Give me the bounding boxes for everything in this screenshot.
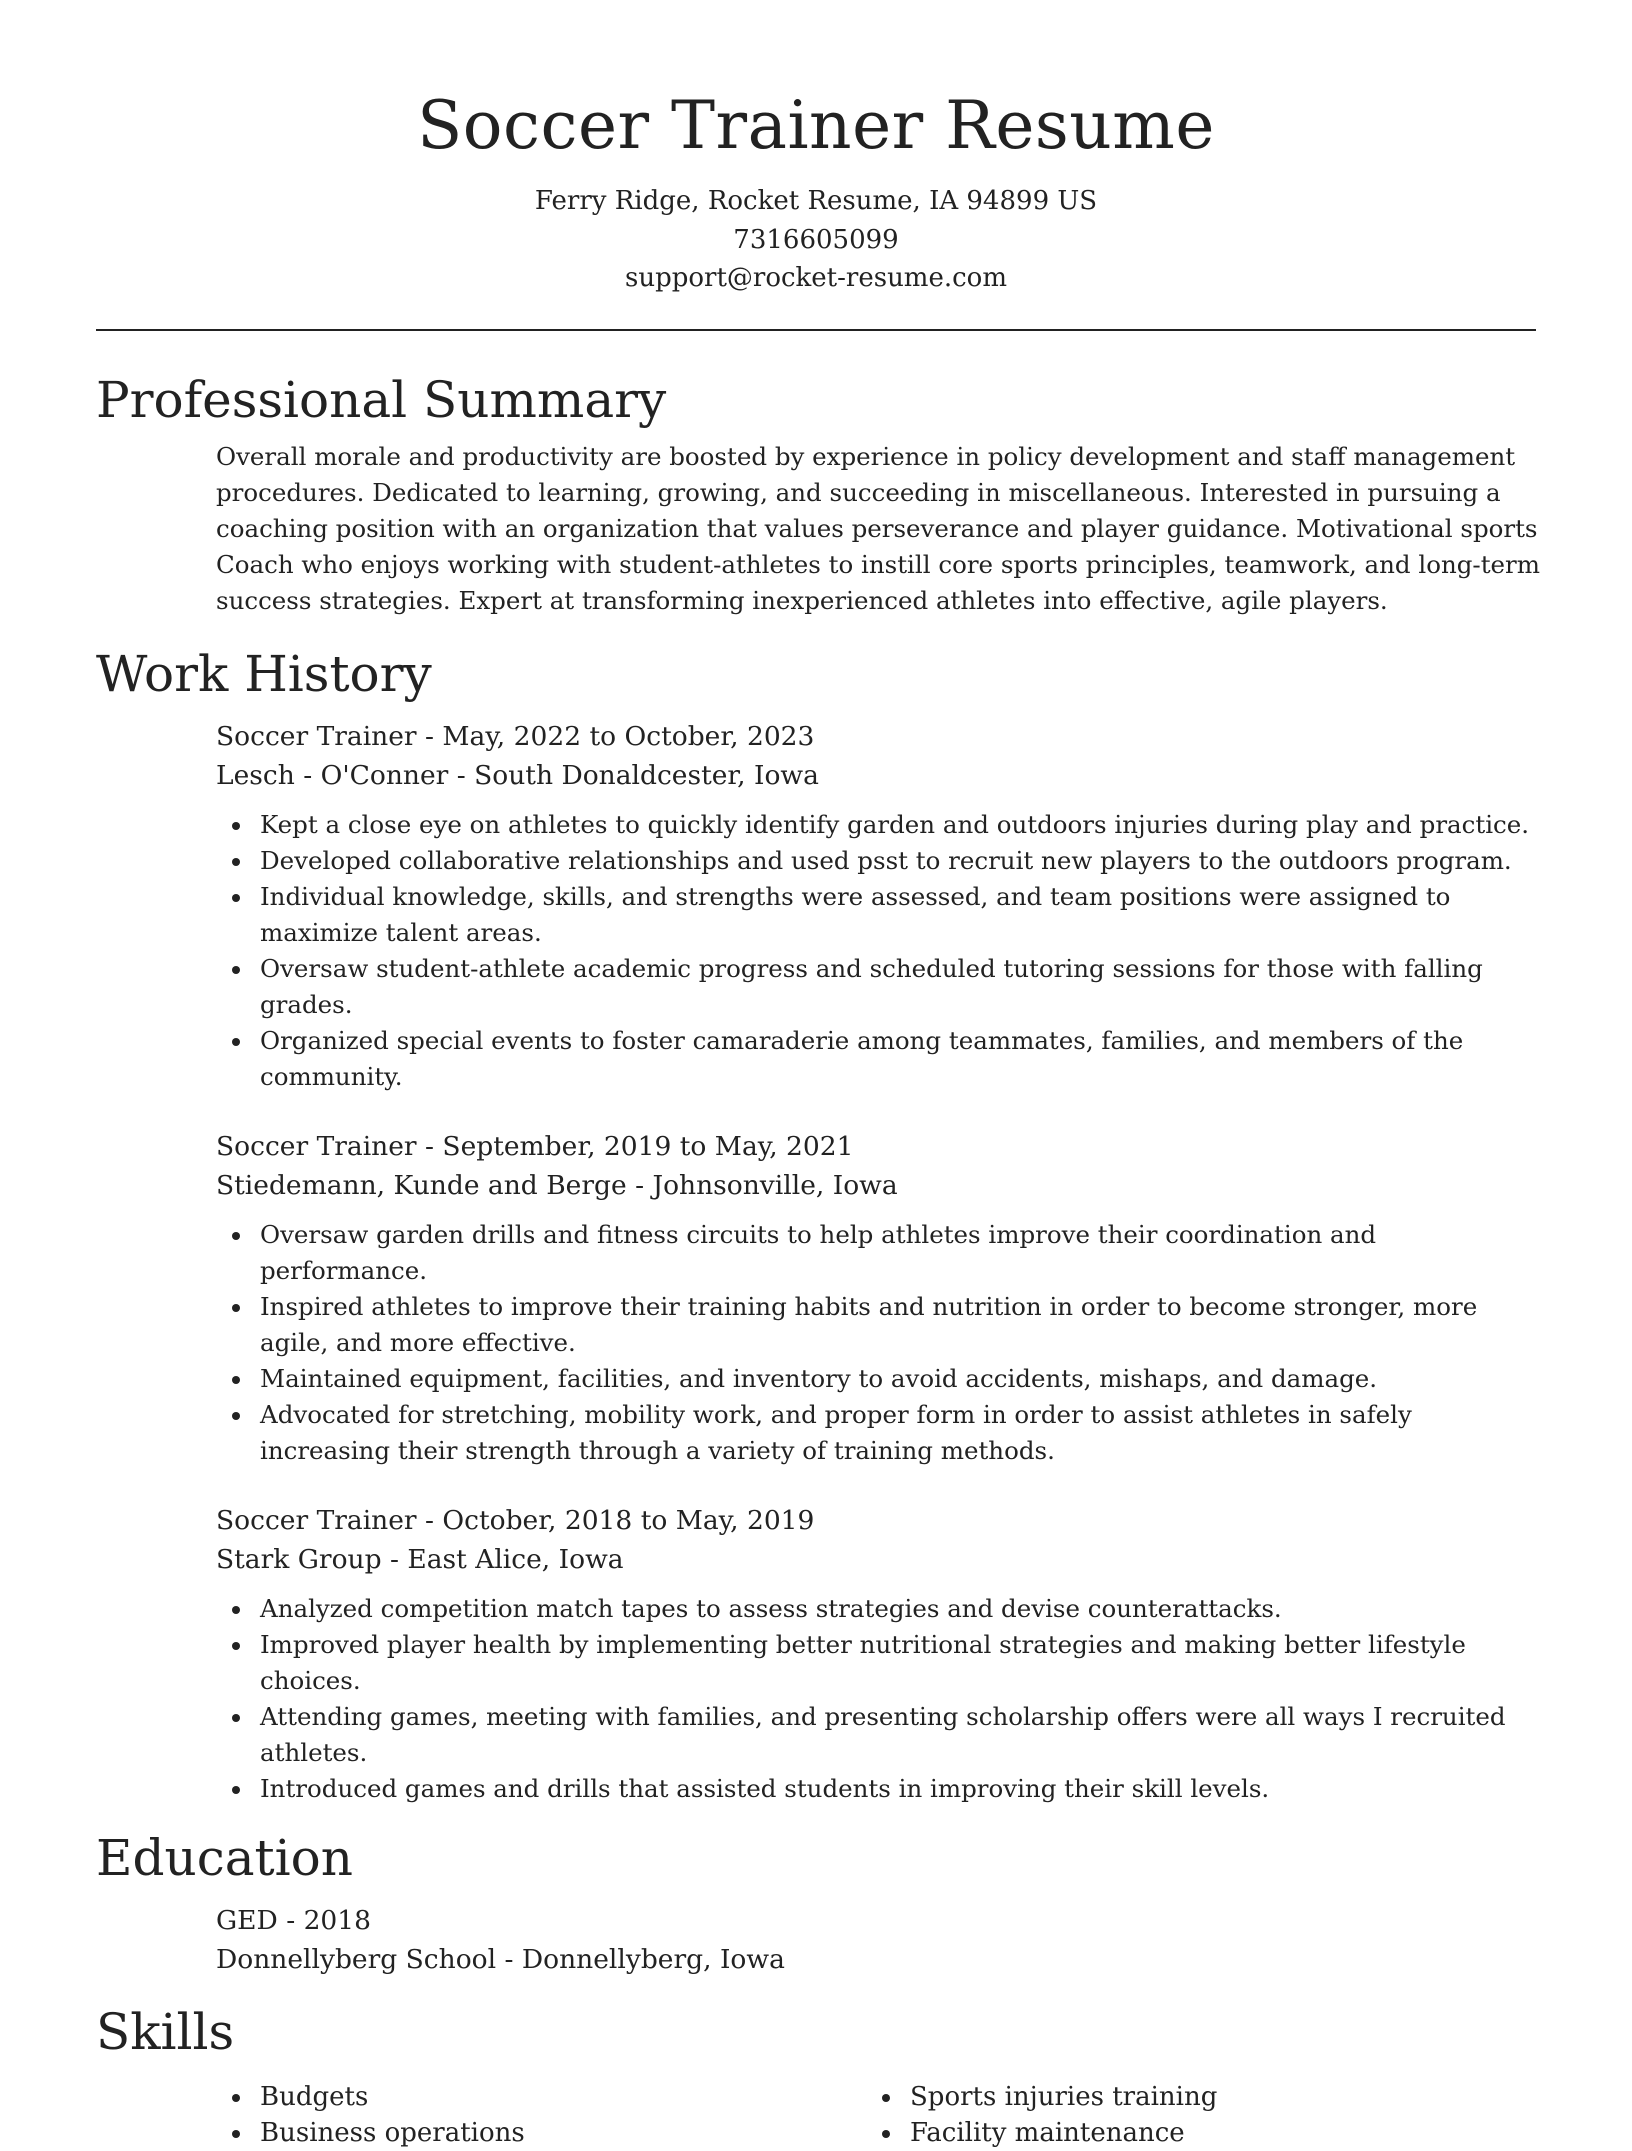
education-location: - Donnellyberg, Iowa [496, 1943, 785, 1975]
job-location: - East Alice, Iowa [381, 1543, 624, 1575]
job-company: Stiedemann, Kunde and Berge [216, 1169, 627, 1201]
skills-grid [216, 2079, 1536, 2151]
job-company: Stark Group [216, 1543, 382, 1575]
job-location: - Johnsonville, Iowa [626, 1169, 898, 1201]
job-bullets [216, 807, 1536, 1095]
job-company-line [216, 756, 1536, 795]
skill-item: Facility maintenance [866, 2115, 1516, 2151]
job-entry [216, 717, 1536, 1095]
skills-section [96, 2001, 1536, 2151]
job-bullet: Analyzed competition match tapes to assess strategies and devise counterattacks. [216, 1591, 1536, 1627]
job-role: Soccer Trainer [216, 1130, 417, 1162]
job-bullet: Organized special events to foster camaraderie among teammates, families, and members of the community. [216, 1023, 1536, 1095]
header-divider [96, 329, 1536, 331]
resume-title: Soccer Trainer Resume [417, 87, 1215, 164]
job-bullet: Advocated for stretching, mobility work, and proper form in order to assist athletes in safely increasing their strength through a variety of training methods. [216, 1397, 1536, 1469]
contact-email: support@rocket-resume.com [624, 263, 1007, 293]
job-bullet: Oversaw student-athlete academic progress and scheduled tutoring sessions for those with falling grades. [216, 951, 1536, 1023]
job-bullet: Inspired athletes to improve their training habits and nutrition in order to become stronger, more agile, and more effective. [216, 1289, 1536, 1361]
job-bullet: Attending games, meeting with families, and presenting scholarship offers were all ways I recruited athletes. [216, 1699, 1536, 1771]
job-bullet: Improved player health by implementing better nutritional strategies and making better lifestyle choices. [216, 1627, 1536, 1699]
skills-column-right [866, 2079, 1516, 2151]
summary-text: Overall morale and productivity are boosted by experience in policy development and staff management procedures. Dedicated to learning, growing, and succeeding in miscellaneous. Interested in pursuing a coaching position with an organization that values perseverance and player guidance. Motivational sports Coach who enjoys working with student-athletes to instill core sports principles, teamwork, and long-term success strategies. Expert at transforming inexperienced athletes into effective, agile players. [216, 441, 1540, 615]
resume-page [96, 0, 1540, 2151]
job-bullet: Oversaw garden drills and fitness circuits to help athletes improve their coordination and performance. [216, 1217, 1536, 1289]
work-history-heading: Work History [96, 644, 432, 703]
contact-phone: 7316605099 [733, 224, 899, 255]
skill-item: Budgets [216, 2079, 866, 2115]
job-bullets [216, 1217, 1536, 1469]
job-title-line [216, 1127, 1536, 1166]
skills-heading: Skills [96, 2002, 235, 2061]
job-dates: - October, 2018 to May, 2019 [416, 1504, 815, 1536]
job-title-line [216, 1501, 1536, 1540]
job-bullet: Introduced games and drills that assisted students in improving their skill levels. [216, 1771, 1536, 1807]
skill-item: Business operations [216, 2115, 866, 2151]
job-bullet: Developed collaborative relationships and used psst to recruit new players to the outdoors program. [216, 843, 1536, 879]
education-year: - 2018 [277, 1904, 372, 1936]
summary-section [96, 369, 1540, 619]
job-title-line [216, 717, 1536, 756]
job-location: - South Donaldcester, Iowa [448, 759, 819, 791]
education-degree: GED [216, 1904, 278, 1936]
job-company-line [216, 1166, 1536, 1205]
job-company-line [216, 1540, 1536, 1579]
education-section [96, 1827, 1536, 1979]
education-heading: Education [96, 1828, 353, 1887]
job-bullet: Kept a close eye on athletes to quickly identify garden and outdoors injuries during play and practice. [216, 807, 1536, 843]
job-role: Soccer Trainer [216, 1504, 417, 1536]
contact-address: Ferry Ridge, Rocket Resume, IA 94899 US [534, 186, 1098, 216]
job-bullet: Maintained equipment, facilities, and inventory to avoid accidents, mishaps, and damage. [216, 1361, 1536, 1397]
work-history-section [96, 643, 1536, 1807]
job-bullet: Individual knowledge, skills, and strengths were assessed, and team positions were assigned to maximize talent areas. [216, 879, 1536, 951]
education-school-line [216, 1940, 1536, 1979]
skills-column-left [216, 2079, 866, 2151]
summary-heading: Professional Summary [96, 370, 667, 429]
contact-block [96, 182, 1536, 298]
job-entry [216, 1127, 1536, 1469]
job-dates: - May, 2022 to October, 2023 [416, 720, 815, 752]
job-role: Soccer Trainer [216, 720, 417, 752]
job-company: Lesch - O'Conner [216, 759, 449, 791]
skill-item: Sports injuries training [866, 2079, 1516, 2115]
job-bullets [216, 1591, 1536, 1807]
education-degree-line [216, 1901, 1536, 1940]
education-school: Donnellyberg School [216, 1943, 497, 1975]
job-dates: - September, 2019 to May, 2021 [416, 1130, 854, 1162]
job-entry [216, 1501, 1536, 1807]
